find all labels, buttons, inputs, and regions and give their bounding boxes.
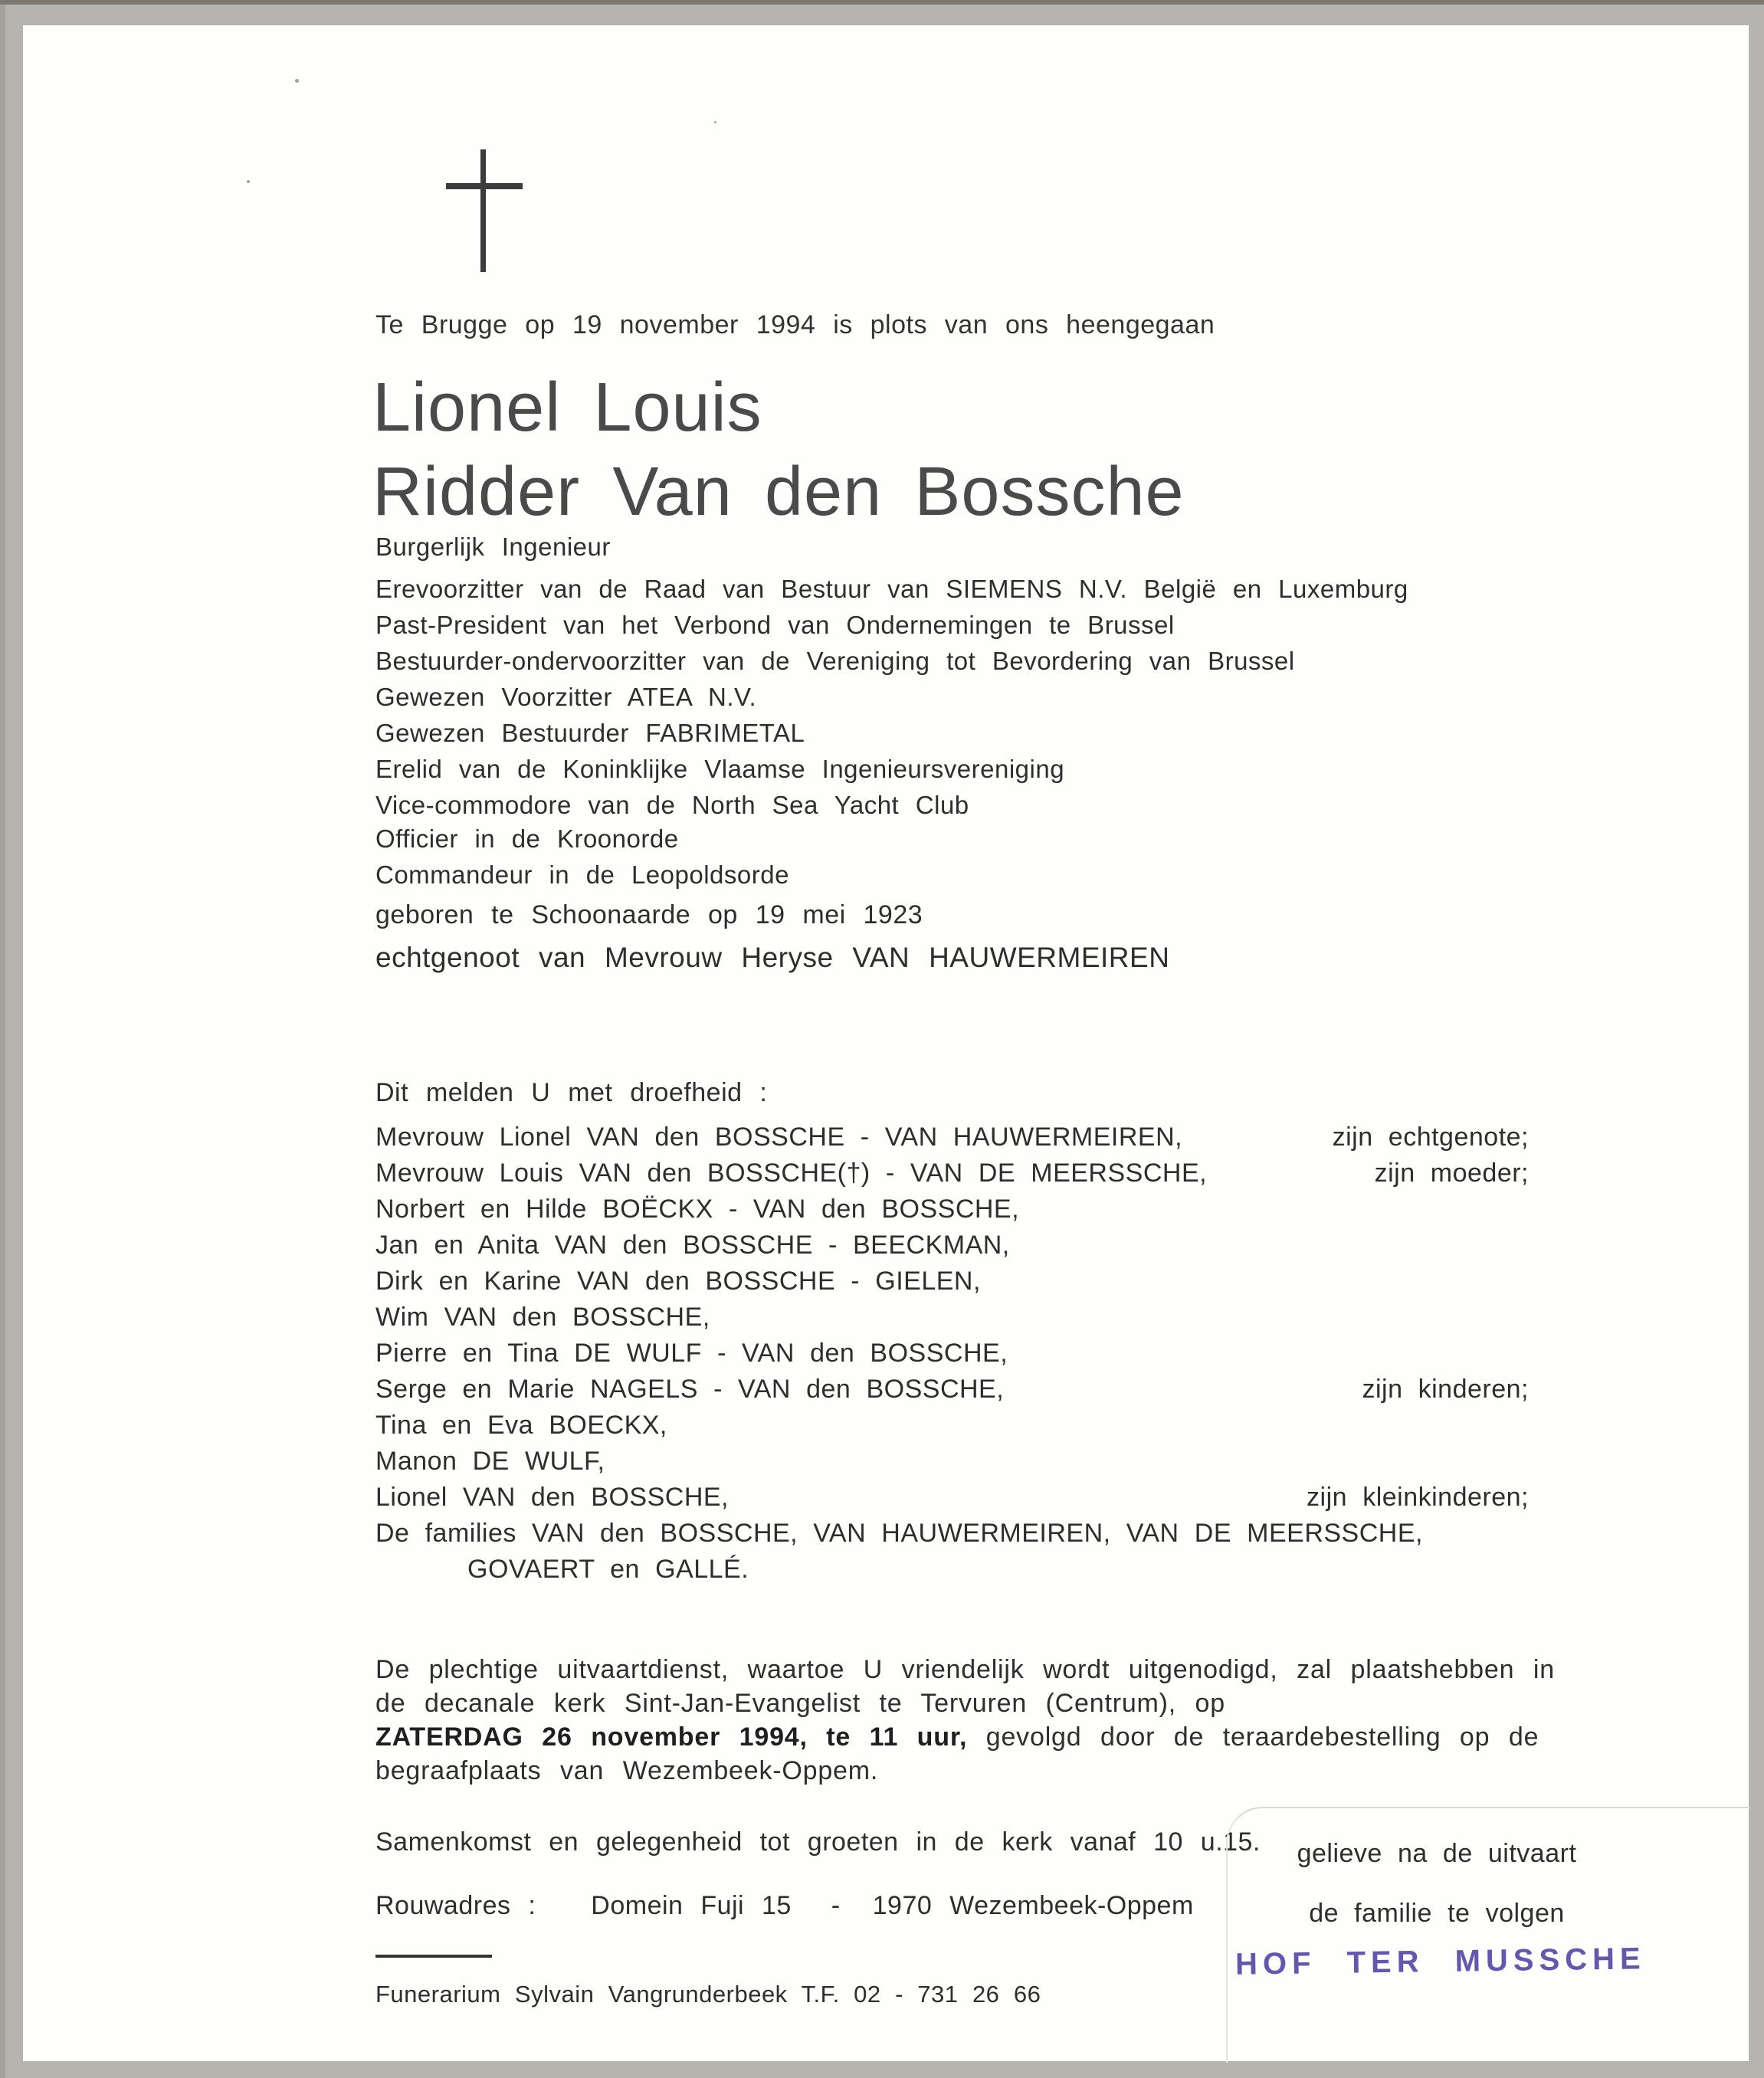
relation-label: zijn kleinkinderen;: [1307, 1483, 1529, 1512]
mourning-address-line: [375, 1891, 1194, 1921]
title-line: Past-President van het Verbond van Ondernemingen te Brussel: [375, 611, 1175, 639]
family-name: Lionel VAN den BOSSCHE,: [375, 1483, 730, 1512]
family-name: Norbert en Hilde BOËCKX - VAN den BOSSCHE,: [375, 1195, 1020, 1224]
handwritten-note: HOF TER MUSSCHE: [1234, 1942, 1646, 1981]
family-name: Pierre en Tina DE WULF - VAN den BOSSCHE,: [375, 1339, 1008, 1368]
family-row: [375, 1123, 1529, 1159]
scan-edge-strip: [0, 0, 1764, 5]
family-row: [375, 1447, 1529, 1483]
born-line: geboren te Schoonaarde op 19 mei 1923: [375, 900, 923, 929]
family-row: [375, 1555, 1529, 1591]
announcement-line: Dit melden U met droefheid :: [375, 1078, 768, 1107]
honors-block: [375, 821, 789, 893]
family-name: Jan en Anita VAN den BOSSCHE - BEECKMAN,: [375, 1231, 1010, 1260]
funerarium-line: Funerarium Sylvain Vangrunderbeek T.F. 02 - 731 26 66: [375, 1981, 1041, 2008]
cross-icon-horizontal: [446, 183, 523, 189]
memorial-card: [23, 25, 1749, 2061]
profession-line: Burgerlijk Ingenieur: [375, 533, 611, 561]
family-row: [375, 1303, 1529, 1339]
relation-label: zijn echtgenote;: [1332, 1123, 1529, 1152]
title-line: Gewezen Voorzitter ATEA N.V.: [375, 683, 757, 711]
funeral-date-bold: ZATERDAG 26 november 1994, te 11 uur,: [375, 1722, 968, 1752]
gathering-line: Samenkomst en gelegenheid tot groeten in de kerk vanaf 10 u.15.: [375, 1827, 1261, 1857]
scan-speck: [295, 79, 299, 83]
funeral-line: begraafplaats van Wezembeek-Oppem.: [375, 1756, 879, 1785]
family-name: Wim VAN den BOSSCHE,: [375, 1303, 710, 1332]
title-line: Bestuurder-ondervoorzitter van de Vereniging tot Bevordering van Brussel: [375, 647, 1295, 675]
family-row: [375, 1159, 1529, 1195]
scan-edge-strip-left: [0, 5, 5, 2078]
scan-speck: [714, 121, 716, 123]
funeral-paragraph: [375, 1653, 1555, 1788]
honor-line: Commandeur in de Leopoldsorde: [375, 860, 789, 889]
mourning-address-street: Domein Fuji 15: [591, 1891, 792, 1920]
title-line: Erelid van de Koninklijke Vlaamse Ingenieursvereniging: [375, 755, 1065, 783]
title-line: Gewezen Bestuurder FABRIMETAL: [375, 719, 805, 747]
family-name: Manon DE WULF,: [375, 1447, 605, 1476]
mourning-address-label: Rouwadres :: [375, 1891, 536, 1920]
cross-icon-vertical: [480, 149, 486, 272]
honor-line: Officier in de Kroonorde: [375, 824, 679, 853]
family-row: [375, 1339, 1529, 1375]
family-name: Mevrouw Louis VAN den BOSSCHE(†) - VAN DE MEERSSCHE,: [375, 1159, 1208, 1188]
family-list: [375, 1123, 1529, 1591]
funeral-line: De plechtige uitvaartdienst, waartoe U vriendelijk wordt uitgenodigd, zal plaatshebben in: [375, 1655, 1555, 1684]
titles-block: [375, 571, 1408, 823]
family-name: Tina en Eva BOECKX,: [375, 1411, 667, 1440]
scan-speck: [247, 180, 250, 183]
follow-family-note-line2: de familie te volgen: [1309, 1899, 1565, 1928]
family-name: Serge en Marie NAGELS - VAN den BOSSCHE,: [375, 1375, 1005, 1404]
family-row: [375, 1195, 1529, 1231]
relation-label: zijn moeder;: [1374, 1159, 1529, 1188]
family-name: Mevrouw Lionel VAN den BOSSCHE - VAN HAUWERMEIREN,: [375, 1123, 1183, 1152]
title-line: Vice-commodore van de North Sea Yacht Club: [375, 791, 969, 819]
family-name: GOVAERT en GALLÉ.: [467, 1555, 749, 1584]
divider-line: [375, 1955, 492, 1958]
mourning-address-city: 1970 Wezembeek-Oppem: [872, 1891, 1194, 1920]
family-row: [375, 1519, 1529, 1555]
intro-line: Te Brugge op 19 november 1994 is plots van ons heengegaan: [375, 310, 1215, 339]
family-row: [375, 1267, 1529, 1303]
funeral-line-rest: gevolgd door de teraardebestelling op de: [985, 1722, 1539, 1752]
mourning-address-separator: -: [831, 1891, 841, 1920]
funeral-line: de decanale kerk Sint-Jan-Evangelist te Tervuren (Centrum), op: [375, 1689, 1225, 1718]
follow-family-note-line1: gelieve na de uitvaart: [1297, 1839, 1577, 1868]
funeral-line: [375, 1720, 1555, 1754]
relation-label: zijn kinderen;: [1362, 1375, 1529, 1404]
family-row: [375, 1231, 1529, 1267]
family-row: [375, 1375, 1529, 1411]
family-name: Dirk en Karine VAN den BOSSCHE - GIELEN,: [375, 1267, 981, 1296]
deceased-name-line1: Lionel Louis: [372, 369, 762, 446]
family-name: De families VAN den BOSSCHE, VAN HAUWERMEIREN, VAN DE MEERSSCHE,: [375, 1519, 1423, 1548]
family-row: [375, 1483, 1529, 1519]
spouse-line: echtgenoot van Mevrouw Heryse VAN HAUWERMEIREN: [375, 942, 1170, 973]
family-row: [375, 1411, 1529, 1447]
deceased-name-line2: Ridder Van den Bossche: [372, 454, 1185, 530]
title-line: Erevoorzitter van de Raad van Bestuur van SIEMENS N.V. België en Luxemburg: [375, 575, 1408, 603]
